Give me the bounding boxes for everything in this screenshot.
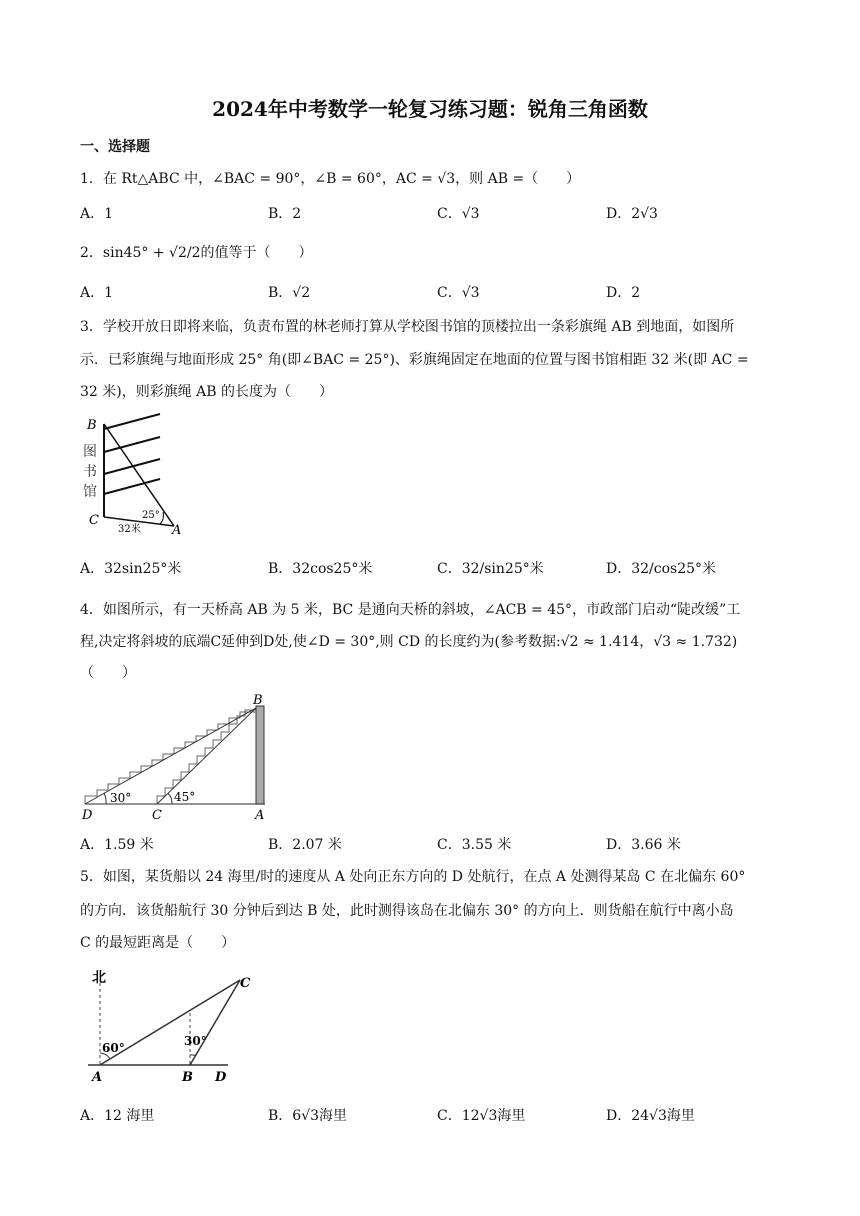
q1-option-a[interactable]: A．1	[80, 206, 114, 222]
question-3-line-2: 示．已彩旗绳与地面形成 25° 角(即∠BAC = 25°)、彩旗绳固定在地面的位置与图书馆相距 32 米(即 AC =	[80, 352, 749, 368]
q2-option-c[interactable]: C．√3	[437, 285, 480, 301]
q5-option-b[interactable]: B．6√3海里	[268, 1108, 348, 1124]
page-title: 2024年中考数学一轮复习练习题：锐角三角函数	[212, 97, 648, 121]
angle-d-arc	[104, 793, 106, 804]
flag-line-2	[104, 437, 160, 452]
angle-b-arc	[190, 1055, 196, 1056]
length-label: 32米	[118, 524, 141, 535]
q3-option-d[interactable]: D．32/cos25°米	[606, 561, 717, 577]
question-3-line-1: 3．学校开放日即将来临，负责布置的林老师打算从学校图书馆的顶楼拉出一条彩旗绳 AB 到地面，如图所	[80, 319, 735, 335]
question-3-line-3: 32 米)，则彩旗绳 AB 的长度为（ ）	[80, 384, 334, 400]
q4-option-a[interactable]: A．1.59 米	[80, 837, 154, 853]
question-5-line-3: C 的最短距离是（ ）	[80, 935, 236, 951]
angle-label: 25°	[142, 510, 160, 521]
building-char-2: 书	[83, 464, 97, 480]
q5-figure	[80, 965, 260, 1090]
q4-option-c[interactable]: C．3.55 米	[437, 837, 512, 853]
label-c: C	[89, 513, 99, 528]
label-b: B	[87, 418, 97, 433]
question-2-text: 2．sin45° + √2/2的值等于（ ）	[80, 245, 313, 261]
q4-option-b[interactable]: B．2.07 米	[268, 837, 342, 853]
q5-option-a[interactable]: A．12 海里	[80, 1108, 155, 1124]
q1-option-d[interactable]: D．2√3	[606, 206, 658, 222]
q3-option-a[interactable]: A．32sin25°米	[80, 561, 182, 577]
rope-ab	[104, 424, 174, 526]
q2-option-a[interactable]: A．1	[80, 285, 114, 301]
line-bc	[190, 980, 240, 1065]
q4-option-d[interactable]: D．3.66 米	[606, 837, 681, 853]
angle-c-arc	[168, 793, 172, 804]
angle-a-arc	[160, 512, 164, 524]
flag-line-3	[104, 459, 160, 474]
slope-db	[85, 708, 256, 804]
label-c: C	[152, 808, 162, 822]
question-5-line-1: 5．如图，某货船以 24 海里/时的速度从 A 处向正东方向的 D 处航行，在点 A 处测得某岛 C 在北偏东 60°	[80, 869, 746, 885]
label-b: B	[182, 1070, 193, 1085]
bridge-pillar	[256, 706, 264, 804]
label-a: A	[92, 1070, 103, 1085]
label-b: B	[253, 693, 263, 708]
q3-option-b[interactable]: B．32cos25°米	[268, 561, 373, 577]
angle-c-label: 45°	[174, 790, 196, 804]
north-label: 北	[92, 970, 106, 986]
q4-figure	[80, 692, 270, 822]
question-4-line-1: 4．如图所示，有一天桥高 AB 为 5 米，BC 是通向天桥的斜坡，∠ACB = 45°，市政部门启动“陡改缓”工	[80, 602, 741, 618]
question-4-line-2: 程,决定将斜坡的底端C延伸到D处,使∠D = 30°,则 CD 的长度约为(参考数据:√2 ≈ 1.414，√3 ≈ 1.732)	[80, 634, 738, 650]
angle-a-label: 60°	[102, 1041, 125, 1055]
building-char-3: 馆	[83, 484, 97, 500]
q3-option-c[interactable]: C．32/sin25°米	[437, 561, 544, 577]
slope-cb	[157, 708, 256, 804]
q2-option-b[interactable]: B．√2	[268, 285, 311, 301]
q5-option-d[interactable]: D．24√3海里	[606, 1108, 695, 1124]
q3-figure	[80, 412, 190, 537]
angle-b-label: 30°	[184, 1034, 207, 1048]
label-c: C	[240, 976, 251, 991]
label-a: A	[172, 523, 182, 537]
q1-option-b[interactable]: B．2	[268, 206, 302, 222]
flag-line-4	[104, 479, 160, 494]
question-1-text: 1．在 Rt△ABC 中，∠BAC = 90°，∠B = 60°，AC = √3，则 AB =（ ）	[80, 171, 581, 187]
label-d: D	[82, 808, 93, 822]
question-4-line-3: （ ）	[80, 665, 136, 681]
label-d: D	[215, 1070, 227, 1085]
angle-d-label: 30°	[110, 791, 132, 805]
q5-option-c[interactable]: C．12√3海里	[437, 1108, 526, 1124]
q1-option-c[interactable]: C．√3	[437, 206, 480, 222]
section-heading: 一、选择题	[80, 139, 150, 155]
question-5-line-2: 的方向．该货船航行 30 分钟后到达 B 处，此时测得该岛在北偏东 30° 的方向上．则货船在航行中离小岛	[80, 903, 734, 919]
label-a: A	[255, 808, 265, 822]
flag-line-1	[104, 414, 160, 429]
q2-option-d[interactable]: D．2	[606, 285, 641, 301]
building-char-1: 图	[83, 444, 97, 460]
